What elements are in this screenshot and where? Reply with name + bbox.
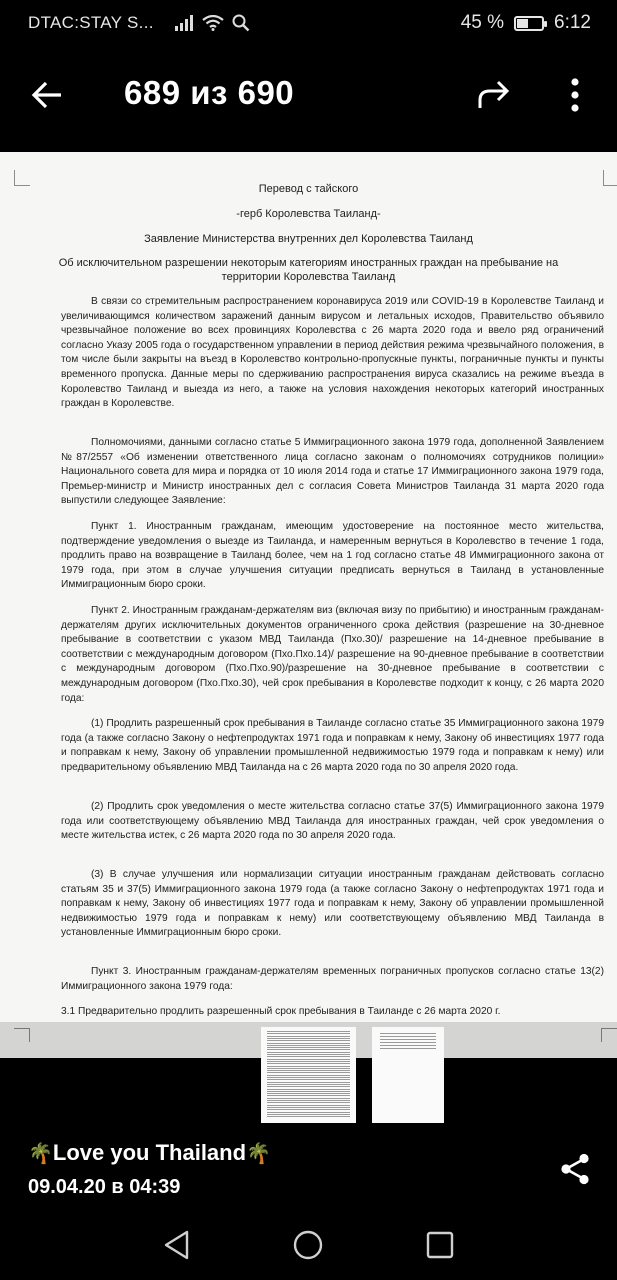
thumbnail-text-line bbox=[267, 1077, 350, 1078]
status-bar bbox=[0, 0, 617, 46]
thumbnail-text-line bbox=[267, 1098, 350, 1099]
nav-home-circle-icon[interactable] bbox=[291, 1228, 325, 1262]
thumbnail-text-line bbox=[267, 1102, 350, 1103]
doc-paragraph: 3.1 Предварительно продлить разрешенный срок пребывания в Таиланде с 26 марта 2020 г. bbox=[61, 1006, 501, 1017]
photo-caption bbox=[28, 1140, 271, 1166]
thumbnail-text-line bbox=[267, 1072, 350, 1073]
thumbnail-text-line bbox=[267, 1105, 350, 1106]
doc-paragraph: Полномочиями, данными согласно статье 5 Иммиграционного закона 1979 года, дополненной Заявлением №87/2557 «Об изменении ответственного лица согласно законам о полномочиях сотрудников полиции» Национального совета для мира и порядка от 10 июля 2014 года и статье 17 Иммиграционного закона 1979 года, Премьер-министр и Министр иностранных дел с согласия Совета Министров Таиланда 31 марта 2020 года выпустили следующее Заявление: bbox=[61, 437, 604, 507]
doc-translation-note: Перевод с тайского bbox=[258, 183, 359, 195]
thumbnail-text-line bbox=[267, 1043, 350, 1044]
doc-paragraph: (1) Продлить разрешенный срок пребывания в Таиланде согласно статье 35 Иммиграционного закона 1979 года (а также согласно Закону о нефтепродуктах 1971 года и поправкам к нему, Закону об инвестициях 1977 года и поправкам к нему, Закону об управлении промышленной недвижимостью 1979 года и поправкам к нему) или предварительному объявлению МВД Таиланда на с 26 марта 2020 года по 30 апреля 2020 года. bbox=[61, 718, 604, 773]
thumbnail-text-line bbox=[267, 1075, 350, 1076]
nav-back-triangle-icon[interactable] bbox=[160, 1228, 194, 1262]
thumbnail-text-line bbox=[267, 1086, 350, 1087]
thumbnail-text-line bbox=[267, 1091, 350, 1092]
thumbnail-text-line bbox=[267, 1052, 350, 1053]
thumbnail-text-line bbox=[267, 1100, 350, 1101]
thumbnail-text-line bbox=[267, 1116, 350, 1117]
battery-icon bbox=[514, 16, 544, 31]
thumbnail-text-line bbox=[267, 1066, 350, 1067]
thumbnail-text-line bbox=[267, 1054, 350, 1055]
thumbnail-text-line bbox=[267, 1070, 350, 1071]
thumbnail-text-line bbox=[267, 1056, 350, 1057]
thumbnail-text-line bbox=[267, 1038, 350, 1039]
doc-paragraph: В связи со стремительным распространением коронавируса 2019 или COVID-19 в Королевстве Таиланд и увеличивающимся количеством заражений данным вирусом и летальных исходов, Правительство объявило чрезвычайное положение во всех провинциях Королевства с 26 марта 2020 года и ввело ряд ограничений согласно Указу 2005 года о государственном управлении в период действия режима чрезвычайного положения, в том числе были закрыты на въезд в Королевство контрольно-пропускные пункты, пограничные пункты и пункты временного пропуска. Данные меры по сдерживанию распространения вируса сказались на режиме въезда в Королевство Таиланд и выезда из него, а также на условия нахождения некоторых категорий иностранных граждан в Королевстве. bbox=[61, 296, 604, 410]
clock: 6:12 bbox=[554, 12, 591, 33]
more-vertical-icon[interactable] bbox=[560, 76, 590, 114]
photo-date: 09.04.20 в 04:39 bbox=[28, 1176, 181, 1198]
thumbnail-text-line bbox=[267, 1107, 350, 1108]
thumbnail-text-line bbox=[267, 1063, 350, 1064]
doc-subheading-cont: территории Королевства Таиланд bbox=[221, 271, 396, 283]
thumbnail-text-line bbox=[380, 1036, 436, 1037]
battery-percent: 45 % bbox=[460, 12, 505, 33]
doc-paragraph: Пункт 2. Иностранным гражданам-держателям виз (включая визу по прибытию) и иностранным гражданам-держателям других исключительных документов ограниченного срока действия (разрешение на 30-дневное пребывание в соответствии с указом МВД Таиланда (Пхо.30)/ разрешение на 14-дневное пребывание в соответствии с международным договором (Пхо.Пхо.14)/ разрешение на 90-дневное пребывание в соответствии с международным договором (Пхо.Пхо.90)/разрешение на 30-дневное пребывание в соответствии с международным договором (Пхо.Пхо.30), чей срок пребывания в Королевстве подходит к концу, с 26 марта 2020 года: bbox=[61, 605, 604, 704]
thumbnail-text-line bbox=[267, 1059, 350, 1060]
search-icon bbox=[232, 14, 250, 32]
caption-text: Love you Thailand bbox=[52, 1140, 247, 1165]
carrier-name: DTAC:STAY S... bbox=[28, 13, 154, 32]
photo-counter: 689 из 690 bbox=[124, 74, 295, 111]
battery-fill bbox=[517, 19, 528, 28]
thumbnail-text-line bbox=[380, 1048, 436, 1049]
thumbnail-text-line bbox=[267, 1093, 350, 1094]
thumbnail-text-line bbox=[267, 1049, 350, 1050]
thumbnail-text-line bbox=[267, 1082, 350, 1083]
doc-paragraph: Пункт 1. Иностранным гражданам, имеющим удостоверение на постоянное место жительства, подтверждение уведомления о выезде из Таиланда, и намеренным вернуться в Королевство в течение 1 года, продлить право на возвращение в Таиланд более, чем на 1 год согласно статье 48 Иммиграционного закона от 1979 года, при этом в случае улучшения ситуации предписать вернуться в Таиланд в установленные Иммиграционным бюро сроки. bbox=[61, 521, 604, 591]
thumbnail-text-line bbox=[267, 1079, 350, 1080]
nav-recent-square-icon[interactable] bbox=[423, 1228, 457, 1262]
doc-coat-of-arms-note: -герб Королевства Таиланд- bbox=[236, 208, 381, 220]
thumbnail-text-line bbox=[267, 1068, 350, 1069]
doc-paragraph: Пункт 3. Иностранным гражданам-держателям временных пограничных пропусков согласно статье 13(2) Иммиграционного закона 1979 года: bbox=[61, 966, 604, 992]
photo-viewer[interactable] bbox=[0, 152, 617, 1058]
doc-paragraph: (3) В случае улучшения или нормализации ситуации иностранным гражданам действовать согласно статьям 35 и 37(5) Иммиграционного закона 1979 года (а также согласно Закону о нефтепродуктах 1971 года и поправкам к нему, Закону об инвестициях 1977 года и поправкам к нему, Закону об управлении промышленной недвижимостью 1979 года и поправкам к нему) или соответствующему объявлению МВД Таиланда в установленные Иммиграционным бюро сроки. bbox=[61, 869, 604, 939]
thumbnail-text-line bbox=[267, 1036, 350, 1037]
doc-subheading: Об исключительном разрешении некоторым категориям иностранных граждан на пребывание на bbox=[58, 257, 559, 269]
thumbnail-text-line bbox=[267, 1061, 350, 1062]
signal-icon bbox=[174, 15, 194, 31]
status-icons bbox=[174, 14, 250, 32]
viewer-toolbar bbox=[0, 60, 617, 130]
thumbnail-text-line bbox=[267, 1089, 350, 1090]
doc-heading: Заявление Министерства внутренних дел Королевства Таиланд bbox=[144, 233, 473, 245]
thumbnail-text-line bbox=[267, 1112, 350, 1113]
arrow-left-icon[interactable] bbox=[30, 78, 64, 112]
thumbnail-text-line bbox=[380, 1042, 436, 1043]
doc-paragraph: (2) Продлить срок уведомления о месте жительства согласно статье 37(5) Иммиграционного закона 1979 года или соответствующему объявлению МВД Таиланда для иностранных граждан, чей срок уведомления о месте жительства истек, с 26 марта 2020 года по 30 апреля 2020 года. bbox=[61, 801, 604, 842]
thumbnail-text-line bbox=[380, 1045, 436, 1046]
thumbnail-text-line bbox=[267, 1033, 350, 1034]
palm-emoji: 🌴 bbox=[246, 1143, 271, 1165]
thumbnail-text-line bbox=[380, 1033, 436, 1034]
thumbnail-text-line bbox=[267, 1109, 350, 1110]
thumbnail-text-line bbox=[267, 1095, 350, 1096]
thumbnail-text-line bbox=[267, 1114, 350, 1115]
thumbnail-text-line bbox=[267, 1031, 350, 1032]
document-photo bbox=[0, 152, 617, 1022]
thumbnail-text-line bbox=[267, 1040, 350, 1041]
thumbnail-text-line bbox=[267, 1047, 350, 1048]
thumbnail-text-line bbox=[267, 1084, 350, 1085]
share-forward-icon[interactable] bbox=[476, 78, 512, 112]
wifi-icon bbox=[202, 15, 224, 31]
thumbnail-page-2[interactable] bbox=[372, 1027, 444, 1123]
thumbnail-page-1[interactable] bbox=[261, 1027, 356, 1123]
system-nav-bar bbox=[0, 1208, 617, 1280]
thumbnail-strip bbox=[0, 1027, 617, 1123]
palm-emoji: 🌴 bbox=[28, 1143, 53, 1165]
thumbnail-text-line bbox=[267, 1045, 350, 1046]
thumbnail-text-line bbox=[380, 1039, 436, 1040]
share-icon[interactable] bbox=[558, 1152, 592, 1186]
